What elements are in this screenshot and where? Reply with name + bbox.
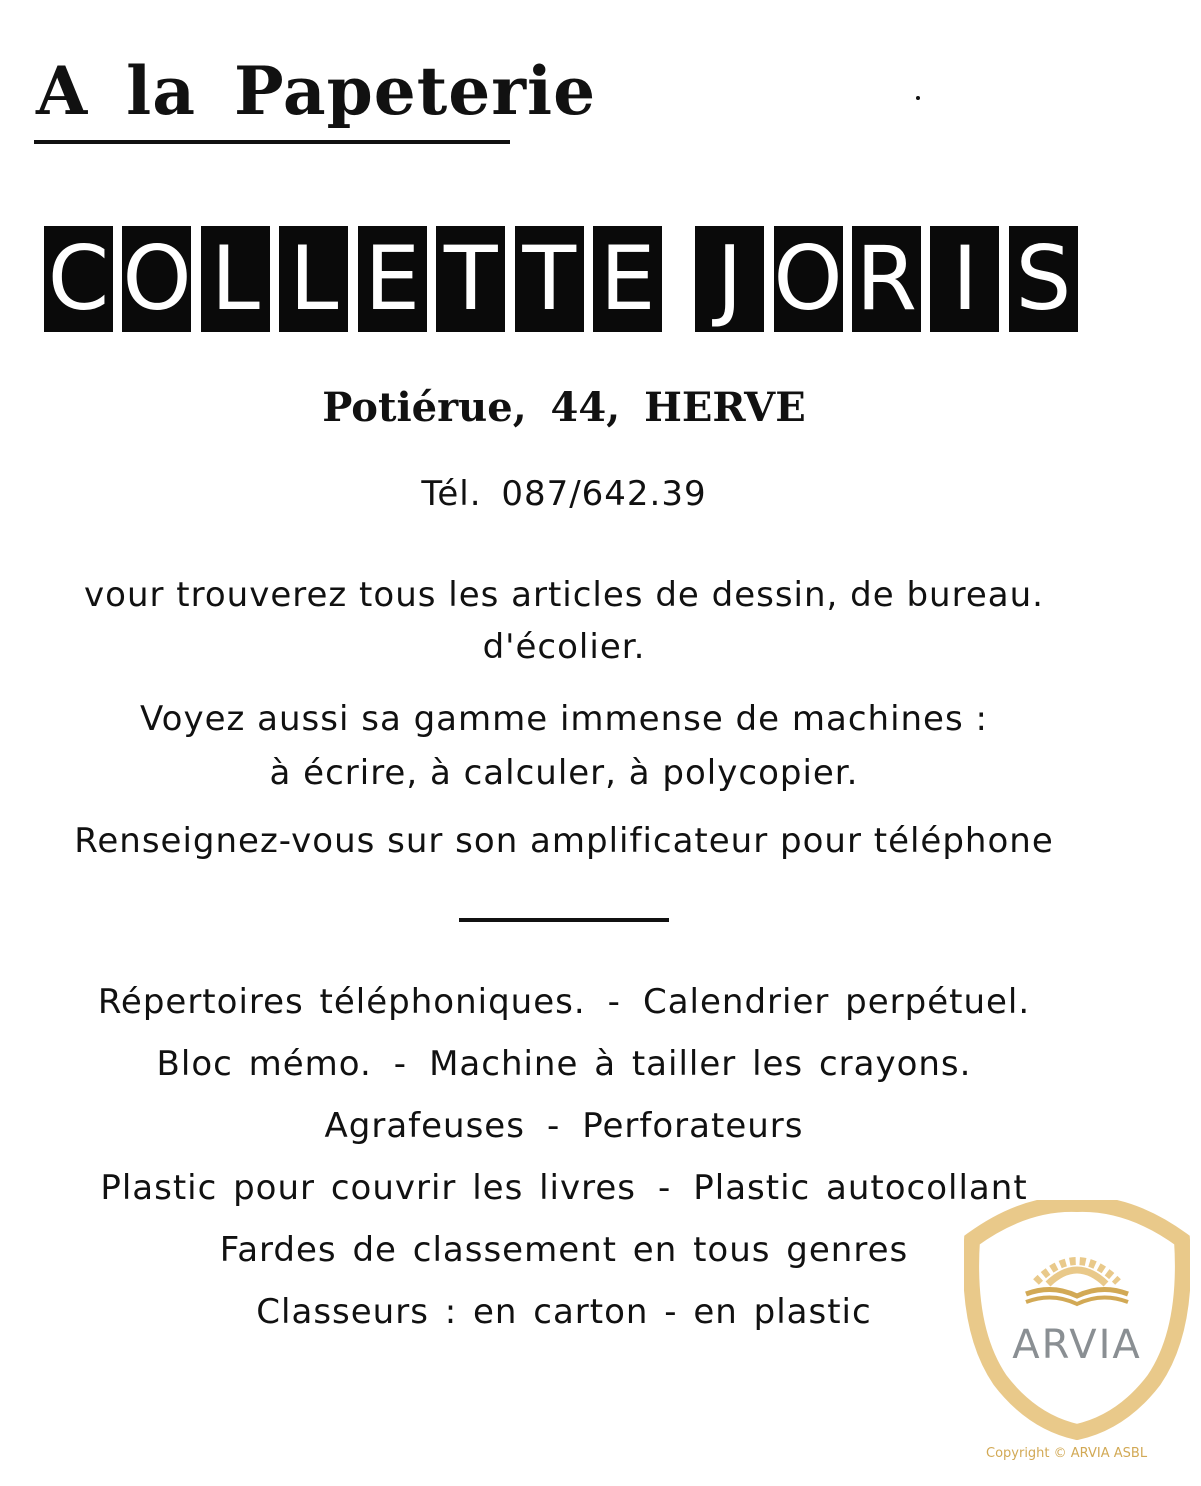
section-divider (459, 918, 669, 922)
product-row-2 (0, 1034, 1128, 1094)
banner-letter-tile: T (436, 226, 505, 332)
banner-letter-tile: R (852, 226, 921, 332)
description-line-1: vour trouverez tous les articles de dessin, de bureau. (84, 575, 1044, 615)
page-heading: A la Papeterie (36, 52, 597, 130)
description-line-3: Voyez aussi sa gamme immense de machines : (140, 699, 988, 739)
description-line-4: à écrire, à calculer, à polycopier. (269, 753, 859, 793)
banner-letter-tile: O (773, 227, 843, 330)
product-item: Classeurs (256, 1292, 429, 1332)
product-row-3 (0, 1096, 1128, 1156)
banner-letter-tile: E (593, 226, 662, 332)
product-item: Bloc mémo. (156, 1044, 372, 1084)
product-row-4 (0, 1158, 1128, 1218)
product-separator: - (657, 1168, 672, 1208)
banner-letter-tile: O (122, 227, 192, 330)
heading-underline (34, 140, 510, 144)
description-line-5: Renseignez-vous sur son amplificateur pour téléphone (74, 821, 1054, 861)
product-item: Répertoires téléphoniques. (97, 982, 586, 1022)
arvia-watermark-logo (964, 1200, 1190, 1440)
product-item: Agrafeuses (324, 1106, 525, 1146)
product-separator: : (444, 1292, 458, 1332)
product-item: Machine à tailler les crayons. (429, 1044, 972, 1084)
banner-letter-tile: L (279, 226, 348, 332)
banner-letter-tile: I (930, 226, 999, 332)
product-item: Perforateurs (582, 1106, 804, 1146)
banner-letter-tile: S (1009, 226, 1078, 332)
product-separator: - (393, 1044, 408, 1084)
product-row-6 (0, 1282, 1128, 1342)
product-separator: - (607, 982, 621, 1022)
shield-outline (971, 1204, 1183, 1432)
product-separator: - (664, 1292, 678, 1332)
product-item: Plastic pour couvrir les livres (100, 1168, 636, 1208)
product-row-1 (0, 972, 1128, 1032)
banner-letter-tile: C (44, 226, 113, 332)
logo-text: ARVIA (1012, 1322, 1142, 1368)
print-speck (916, 96, 920, 100)
description-line-2: d'écolier. (482, 627, 646, 667)
shop-address: Potiérue, 44, HERVE (322, 384, 806, 431)
banner-letter-tile: L (201, 226, 270, 332)
product-row-5: Fardes de classement en tous genres (219, 1230, 909, 1270)
banner-gap (672, 226, 686, 332)
shop-name-banner (44, 226, 1078, 332)
copyright-notice: Copyright © ARVIA ASBL (986, 1446, 1148, 1461)
product-separator: - (546, 1106, 561, 1146)
shop-phone: Tél. 087/642.39 (421, 474, 707, 514)
banner-letter-tile: J (695, 226, 764, 332)
product-item: Plastic autocollant (693, 1168, 1028, 1208)
product-item: Calendrier perpétuel. (642, 982, 1031, 1022)
banner-letter-tile: T (515, 226, 584, 332)
banner-letter-tile: E (358, 226, 427, 332)
product-item: en plastic (693, 1292, 872, 1332)
product-item: en carton (473, 1292, 649, 1332)
